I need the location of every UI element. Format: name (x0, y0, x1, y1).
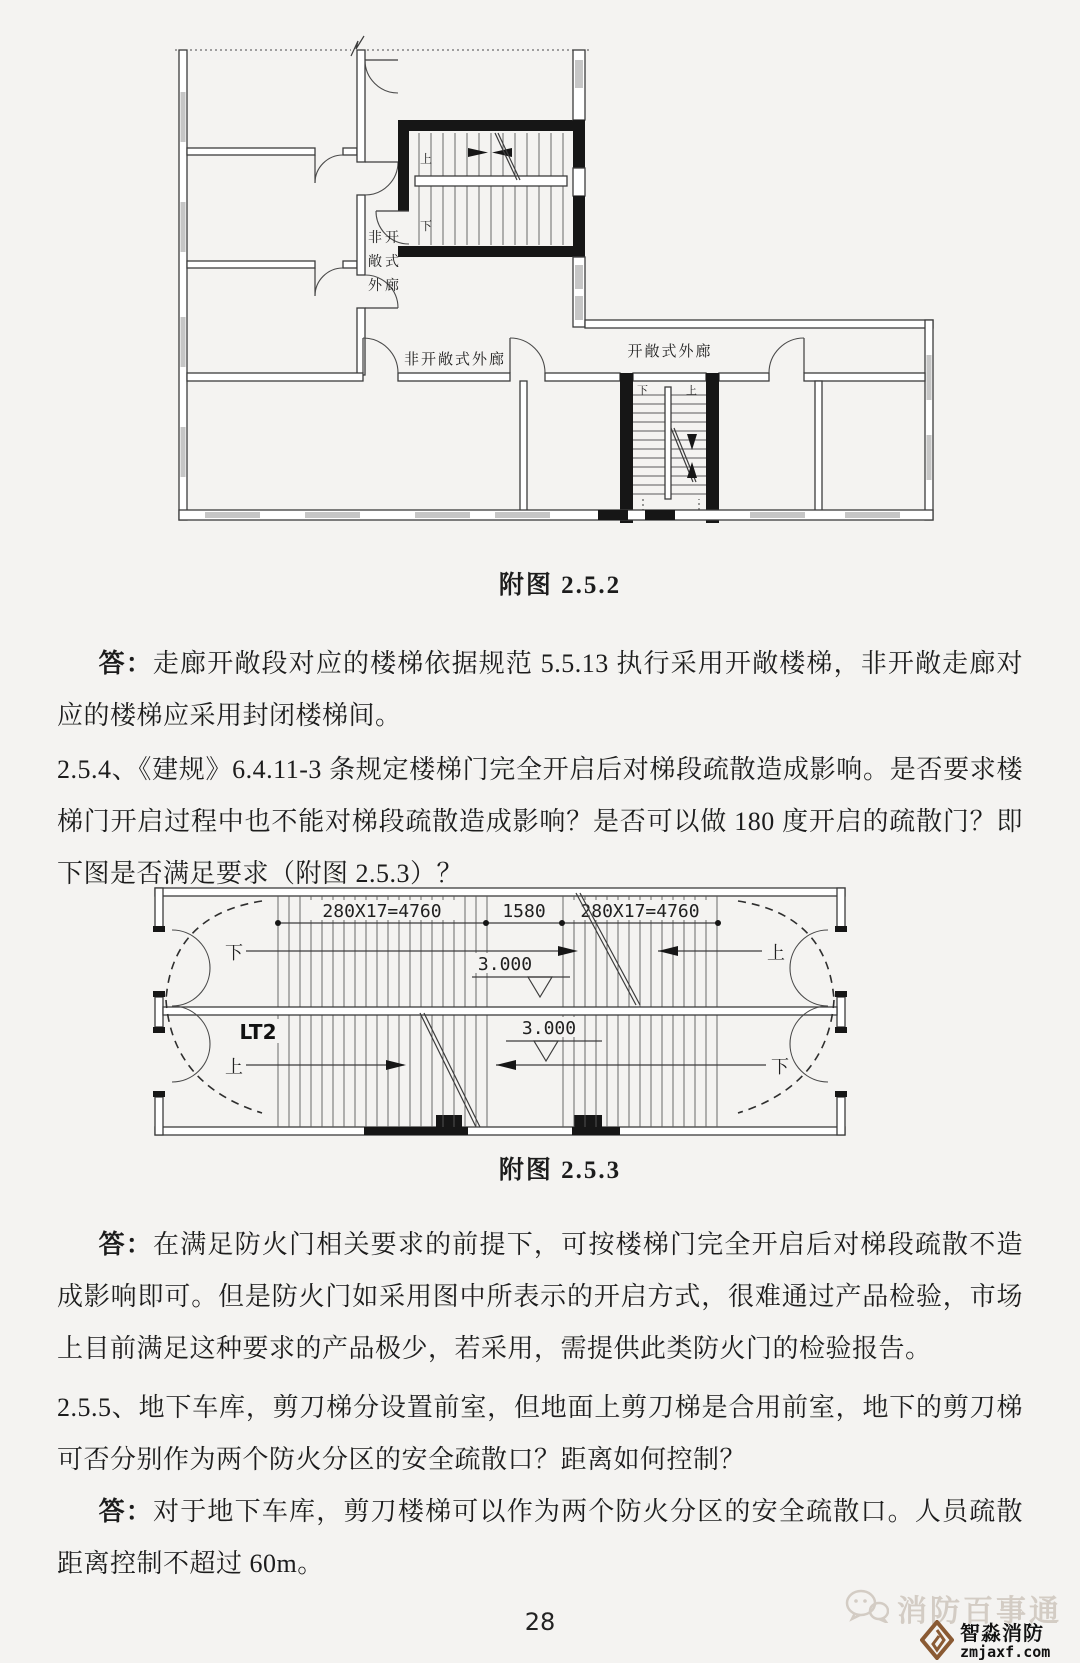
figure2-caption: 附图 2.5.3 (498, 1157, 622, 1184)
scissor-stair-drawing (150, 885, 850, 1140)
figure-floor-plan-252 (165, 30, 945, 533)
elevation-upper: 3.000 (477, 954, 533, 975)
figure1-caption: 附图 2.5.2 (498, 572, 622, 599)
answer-prefix: 答： (98, 649, 153, 678)
svg-text:非开: 非开 (368, 231, 402, 246)
dimension-left: 280X17=4760 (322, 901, 442, 922)
answer-body: 走廊开敞段对应的楼梯依据规范 5.5.13 执行采用开敞楼梯，非开敞走廊对应的楼梯应采用封闭楼梯间。 (57, 649, 1023, 730)
stair1-down-label: 下 (420, 219, 433, 233)
chat-bubbles-icon (845, 1589, 889, 1628)
corridor-vertical-label (368, 230, 402, 294)
brand-site: zmjaxf.com (960, 1643, 1051, 1662)
elevation-lower: 3.000 (521, 1018, 577, 1039)
answer-body: 在满足防火门相关要求的前提下，可按楼梯门完全开启后对梯段疏散不造成影响即可。但是防火门如采用图中所表示的开启方式，很难通过产品检验，市场上目前满足这种要求的产品极少，若采用，需提供此类防火门的检验报告。 (57, 1230, 1023, 1363)
corridor-non-open-label: 非开敞式外廊 (403, 352, 507, 368)
stair1-up-label: 上 (420, 152, 433, 166)
answer-prefix: 答： (98, 1497, 154, 1526)
stair2-down-label: 下 (637, 385, 648, 397)
brand-logo (920, 1620, 1050, 1663)
lower-down-label: 下 (771, 1057, 789, 1077)
upper-up-label: 上 (767, 943, 785, 963)
stair1-treads (419, 133, 563, 245)
corridor-open-label: 开敞式外廊 (627, 344, 713, 360)
stair2-up-label: 上 (686, 385, 697, 397)
svg-text:外廊: 外廊 (368, 279, 402, 294)
dimension-right: 280X17=4760 (580, 901, 700, 922)
lower-up-label: 上 (225, 1057, 243, 1077)
watermark-text: 消防百事通 (897, 1595, 1062, 1628)
dimension-middle: 1580 (502, 901, 546, 922)
floor-plan-252-drawing (165, 30, 945, 528)
answer-body: 对于地下车库，剪刀楼梯可以作为两个防火分区的安全疏散口。人员疏散距离控制不超过 60m。 (57, 1497, 1023, 1578)
page-number: 28 (524, 1608, 556, 1636)
stair-id-label: LT2 (239, 1020, 277, 1044)
svg-text:敞式: 敞式 (368, 255, 402, 270)
figure-scissor-stair-253 (150, 885, 850, 1145)
diamond-logo-icon (920, 1620, 954, 1663)
question-2-5-4: 2.5.4、《建规》6.4.11-3 条规定楼梯门完全开启后对梯段疏散造成影响。是否要求楼梯门开启过程中也不能对梯段疏散造成影响？是否可以做 180 度开启的疏散门？即下图是否满足要求（附图 2.5.3）？ (57, 755, 1023, 888)
answer-2-5-5 (57, 1486, 1023, 1590)
answer-2-5-4 (57, 1219, 1023, 1375)
answer-2-5-3 (57, 638, 1023, 742)
brand-name: 智淼消防 (960, 1623, 1044, 1646)
question-2-5-5: 2.5.5、地下车库，剪刀梯分设置前室，但地面上剪刀梯是合用前室，地下的剪刀梯可否分别作为两个防火分区的安全疏散口？距离如何控制？ (57, 1393, 1023, 1474)
answer-prefix: 答： (98, 1230, 154, 1259)
upper-down-label: 下 (225, 943, 243, 963)
